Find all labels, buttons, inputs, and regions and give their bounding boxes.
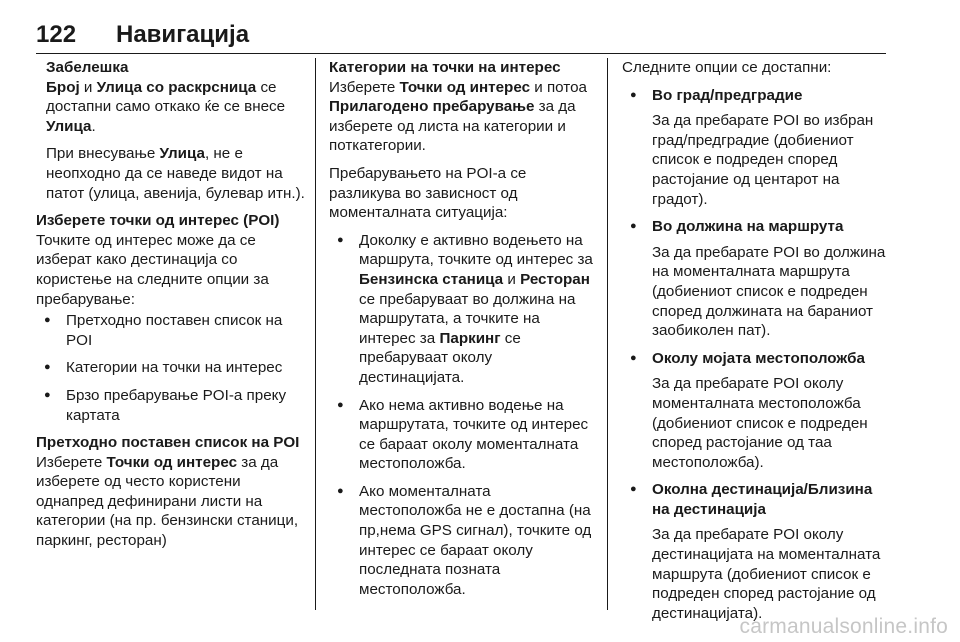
note-bold: Улица со раскрсница	[96, 78, 257, 96]
page-title: Навигација	[116, 21, 250, 48]
text: и потоа	[530, 78, 587, 96]
section-text	[36, 453, 308, 551]
list-item	[329, 231, 597, 388]
list-item	[622, 217, 894, 341]
text: се пребаруваат во должина на маршрутата, а точките на интерес за	[359, 290, 576, 347]
poi-options-list	[36, 311, 308, 425]
section-text: Точките од интерес може да се изберат како дестинација со користење на следните опции за пребарување:	[36, 231, 269, 308]
section-heading: Изберете точки од интерес (POI)	[36, 212, 280, 230]
option-body: За да пребарате POI во должина на моменталната маршрута (добиениот список е подреден според должината на бараниот заобиколен пат).	[652, 243, 886, 340]
text: Доколку е активно водењето на маршрута, точките од интерес за	[359, 231, 593, 269]
column-right	[622, 58, 894, 631]
note-title: Забелешка	[46, 59, 129, 76]
column-divider	[315, 58, 316, 610]
note-block	[36, 58, 308, 203]
search-conditions-list	[329, 231, 597, 600]
bold-text: Точки од интерес	[399, 78, 531, 96]
list-item: ● Претходно поставен список на POI	[36, 311, 308, 350]
search-options-list	[622, 86, 894, 624]
note-bold: Број	[46, 78, 80, 96]
column-middle	[329, 58, 597, 607]
bold-text: Ресторан	[520, 270, 590, 288]
text: се пребаруваат околу дестинацијата.	[359, 329, 521, 386]
column-left	[36, 58, 308, 551]
list-item: ● Ако нема активно водење на маршрутата, точките од интерес се бараат околу моменталната местоположба.	[329, 396, 597, 474]
note-text: , не е неопходно да се наведе видот на патот (улица, авенија, булевар итн.).	[46, 145, 305, 202]
note-text: се достапни само откако ќе се внесе	[46, 78, 286, 116]
text: за да изберете од често користени однапред дефинирани листи на категории (на пр. бензински станици, паркинг, ресторан)	[36, 453, 299, 550]
column-divider	[607, 58, 608, 610]
list-item: ● Категории на точки на интерес	[36, 358, 308, 378]
option-title: ● Во град/предградие	[652, 86, 803, 104]
bold-text: Бензинска станица	[359, 270, 504, 288]
note-text: При внесување	[46, 145, 160, 163]
text: и	[503, 270, 521, 288]
option-body: За да пребарате POI во избран град/предградие (добиениот список е подреден според растојание од центарот на градот).	[652, 112, 874, 208]
list-item	[622, 480, 894, 623]
note-bold: Улица	[159, 145, 205, 163]
bold-text: Прилагодено пребарување	[329, 98, 535, 116]
note-paragraph	[46, 78, 308, 137]
watermark: carmanualsonline.info	[739, 615, 948, 638]
section-heading: Категории на точки на интерес	[329, 59, 561, 76]
note-text: и	[79, 78, 97, 96]
section-text: Следните опции се достапни:	[622, 59, 832, 76]
section-heading: Претходно поставен список на POI	[36, 434, 300, 452]
text: Изберете	[329, 78, 400, 96]
text: за да изберете од листа на категории и поткатегории.	[329, 98, 576, 155]
page-number: 122	[36, 21, 77, 48]
bold-text: Точки од интерес	[106, 453, 238, 471]
section-text: Пребарувањето на POI-a се разликува во зависност од моменталната ситуација:	[329, 164, 527, 222]
section-text	[329, 78, 597, 156]
list-item	[622, 349, 894, 473]
option-title: ● Во должина на маршрута	[652, 218, 844, 236]
list-item: ● Брзо пребарување POI-a преку картата	[36, 386, 308, 425]
option-body: За да пребарате POI околу моменталната местоположба (добиениот список е подреден според растојание од таа местоположба).	[652, 375, 868, 471]
note-paragraph	[46, 144, 308, 203]
note-bold: Улица	[46, 117, 92, 135]
list-item	[622, 86, 894, 210]
page-header	[36, 20, 886, 54]
option-body: За да пребарате POI околу дестинацијата на моменталната маршрута (добиениот список е подреден според растојание од дестинацијата).	[652, 526, 881, 622]
option-title: ● Околу мојата местоположба	[652, 349, 865, 367]
bold-text: Паркинг	[439, 329, 501, 347]
note-text: .	[91, 117, 96, 135]
option-title: ● Околна дестинација/Близина на дестинација	[652, 481, 873, 518]
list-item: ● Ако моменталната местоположба не е достапна (на пр,нема GPS сигнал), точките од интерес се бараат околу последната позната местоположба.	[329, 482, 597, 600]
text: Изберете	[36, 453, 107, 471]
